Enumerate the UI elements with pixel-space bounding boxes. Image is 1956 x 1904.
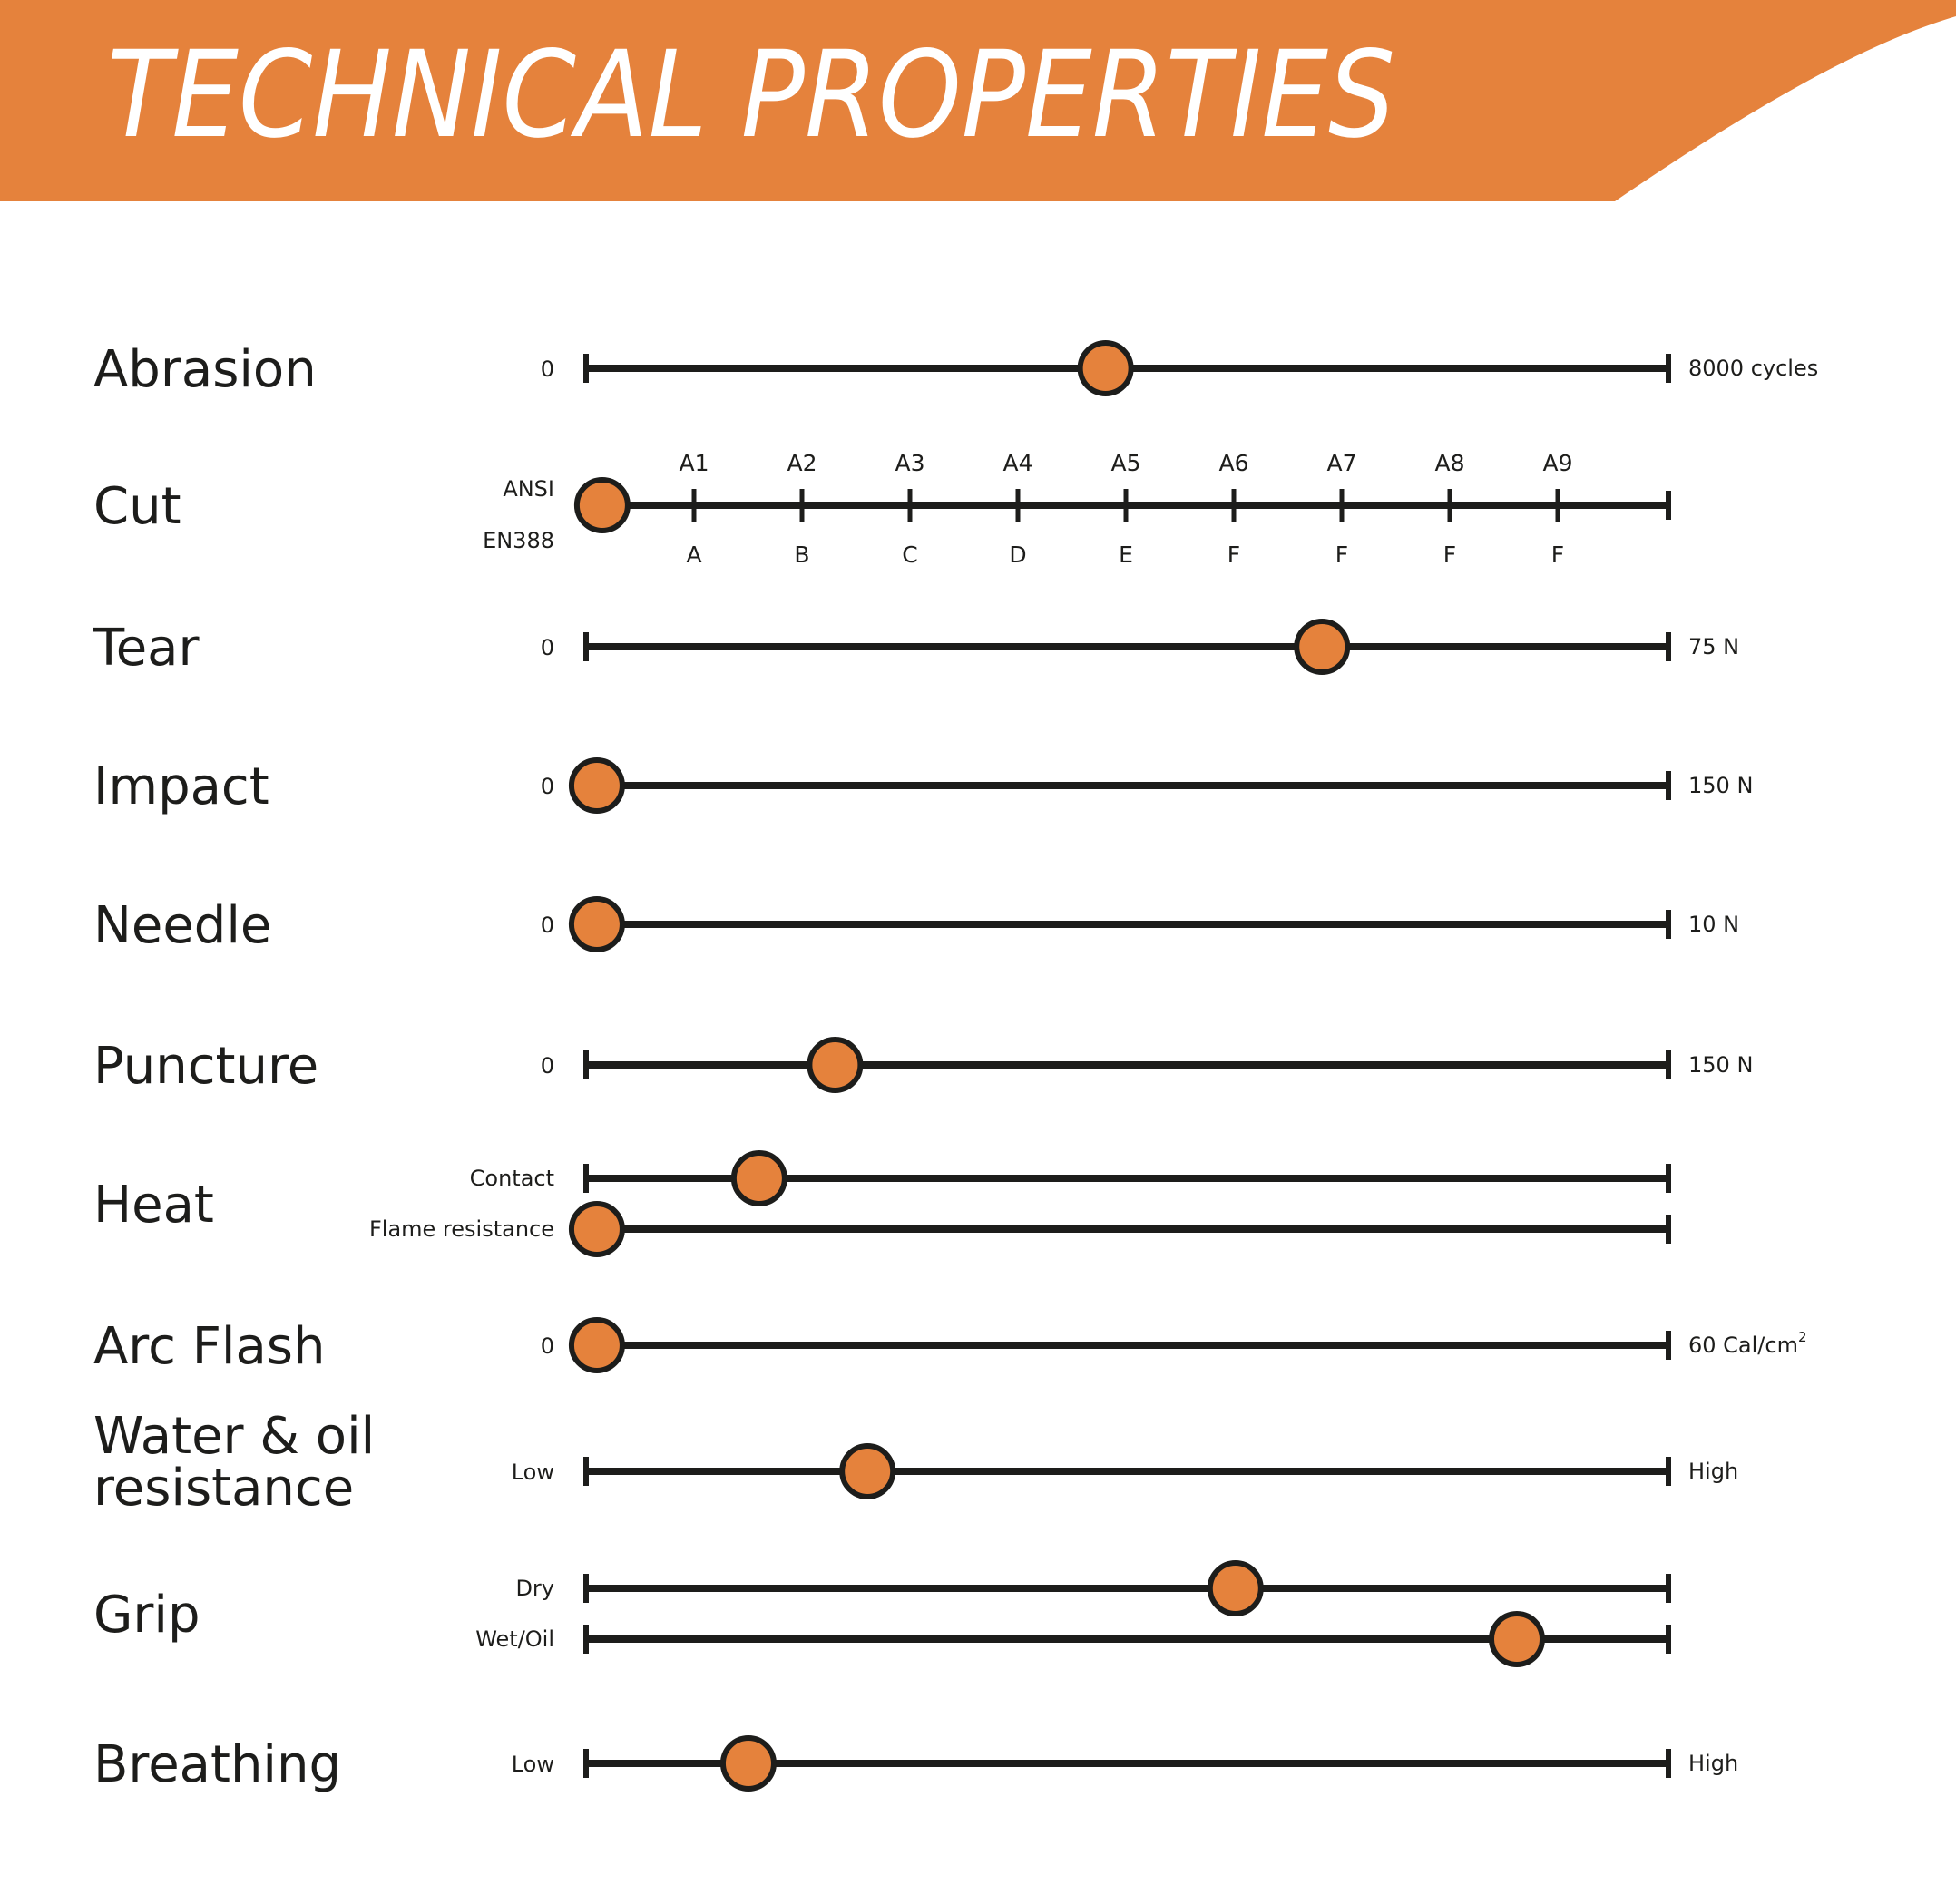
scale-min-label: 0 (540, 356, 554, 382)
en388-tick-label: F (1443, 542, 1457, 568)
ansi-tick-label: A6 (1218, 450, 1249, 476)
scale-max-label (1688, 1751, 1738, 1776)
property-name: Tear (93, 619, 200, 678)
track (470, 1164, 1668, 1193)
en388-tick-label: A (686, 542, 702, 568)
ansi-tick-label: A3 (895, 450, 925, 476)
scale-min-label: 0 (540, 774, 554, 799)
scale-max-label (1688, 1459, 1738, 1484)
property-row-arc-flash (93, 1317, 1807, 1376)
rating-marker (572, 899, 622, 950)
scale-max-label (1688, 1052, 1753, 1078)
rating-marker (842, 1446, 893, 1497)
scale-max-text: High (1688, 1751, 1739, 1776)
track (369, 1215, 1668, 1244)
track (586, 1457, 1668, 1486)
rating-marker (1296, 621, 1347, 672)
track-label: Dry (515, 1576, 554, 1601)
rating-marker (723, 1738, 774, 1789)
scale-min-label: Low (511, 1460, 554, 1485)
scale-min-label: 0 (540, 635, 554, 660)
track (515, 1574, 1668, 1603)
scale-max-text: 75 N (1688, 634, 1740, 659)
scale-max-text: 150 N (1688, 773, 1754, 798)
property-row-impact (93, 757, 1753, 816)
ansi-tick-label: A7 (1326, 450, 1357, 476)
track (586, 632, 1668, 661)
ansi-tick-label: A9 (1542, 450, 1573, 476)
rating-marker (572, 1204, 622, 1255)
property-name: Abrasion (93, 340, 317, 399)
property-name: Cut (93, 477, 181, 536)
property-name: Impact (93, 757, 269, 816)
property-row-puncture (93, 1037, 1753, 1096)
property-row-breathing (93, 1735, 1738, 1794)
track-label: Contact (469, 1166, 554, 1191)
track (586, 771, 1668, 800)
scale-max-superscript: 2 (1797, 1329, 1807, 1345)
en388-tick-label: B (794, 542, 810, 568)
property-name: Grip (93, 1586, 200, 1645)
ansi-tick-label: A8 (1434, 450, 1465, 476)
en388-tick-label: C (902, 542, 918, 568)
property-row-water-and-oil-resistance (93, 1407, 1738, 1518)
scale-max-label (1688, 1329, 1807, 1358)
property-row-needle (93, 896, 1739, 955)
scale-max-label (1688, 912, 1739, 937)
property-name: Heat (93, 1176, 214, 1235)
rating-marker (809, 1040, 860, 1090)
property-row-heat (93, 1153, 1668, 1255)
property-row-grip (93, 1563, 1668, 1665)
property-name: Needle (93, 896, 272, 955)
track-label: Flame resistance (368, 1216, 554, 1242)
property-row-abrasion (93, 340, 1818, 399)
property-rows (93, 340, 1818, 1794)
track (586, 910, 1668, 939)
rating-marker (572, 760, 622, 811)
scale-max-text: 150 N (1688, 1052, 1754, 1078)
ansi-tick-label: A1 (679, 450, 709, 476)
ansi-tick-label: A2 (787, 450, 817, 476)
rating-marker (1081, 343, 1131, 394)
en388-scale-label: EN388 (483, 528, 554, 553)
property-name: Arc Flash (93, 1317, 326, 1376)
scale-max-text: High (1688, 1459, 1739, 1484)
scale-min-label: Low (511, 1752, 554, 1777)
en388-tick-label: F (1227, 542, 1241, 568)
property-row-tear (93, 619, 1739, 678)
scale-max-label (1688, 773, 1753, 798)
property-name: Puncture (93, 1037, 319, 1096)
en388-tick-label: E (1119, 542, 1133, 568)
track-label: Wet/Oil (475, 1626, 554, 1652)
page-title: TECHNICAL PROPERTIES (107, 25, 1395, 165)
scale-max-label (1688, 634, 1739, 659)
en388-tick-label: F (1335, 542, 1349, 568)
rating-marker (1210, 1563, 1261, 1614)
track (586, 1050, 1668, 1079)
property-name-line: Water & oil (93, 1407, 376, 1466)
ansi-tick-label: A4 (1002, 450, 1033, 476)
scale-min-label: 0 (540, 913, 554, 938)
rating-marker (577, 480, 628, 531)
rating-marker (734, 1153, 785, 1204)
scale-min-label: 0 (540, 1053, 554, 1079)
ansi-tick-label: A5 (1110, 450, 1141, 476)
property-name: Breathing (93, 1735, 342, 1794)
scale-min-label: 0 (540, 1333, 554, 1359)
property-row-cut (93, 450, 1668, 568)
property-name-line: resistance (93, 1459, 355, 1518)
scale-max-text: 10 N (1688, 912, 1740, 937)
track (586, 1331, 1668, 1360)
scale-max-label (1688, 356, 1818, 381)
ansi-scale-label: ANSI (503, 476, 554, 502)
en388-tick-label: F (1550, 542, 1565, 568)
en388-tick-label: D (1009, 542, 1027, 568)
scale-max-text: 60 Cal/cm (1688, 1333, 1798, 1358)
rating-marker (572, 1320, 622, 1371)
scale-max-text: 8000 cycles (1688, 356, 1819, 381)
rating-marker (1491, 1614, 1542, 1665)
